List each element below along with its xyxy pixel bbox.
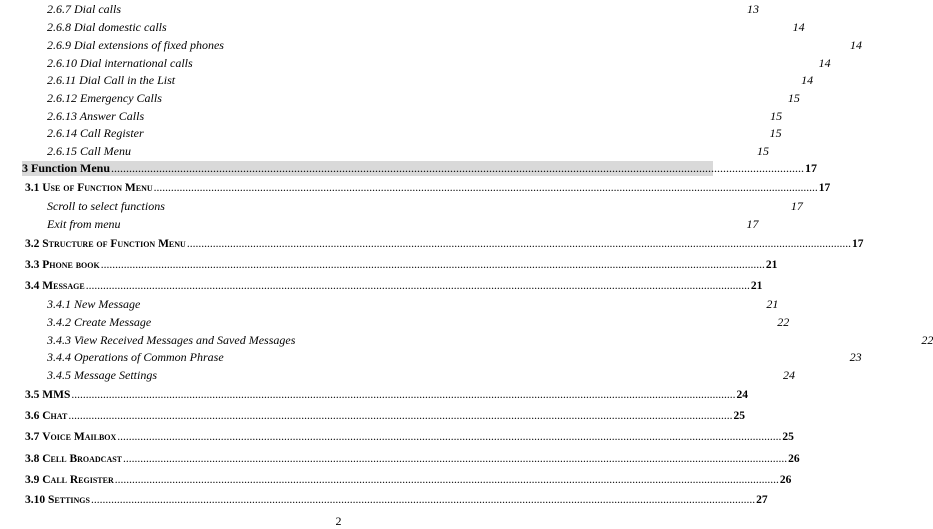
toc-entry-label: 3.4.2 Create Message [47,315,152,329]
toc-section-entry[interactable] [25,277,763,295]
toc-entry-page: 21 [766,297,779,311]
leader-dots: ....................................................................................................................................................................................................................................... [71,389,736,401]
leader-dots: ....................................................................................................................................................................................................................................... [100,259,765,271]
toc-section-number: 3.6 [25,410,40,422]
toc-entry-page: 22 [777,315,790,329]
toc-entry[interactable] [47,54,831,72]
toc-chapter-entry[interactable] [22,161,818,176]
toc-chapter-page: 17 [805,161,818,175]
toc-entry-label: 2.6.14 Call Register [47,126,144,140]
toc-entry[interactable] [47,313,790,331]
toc-section-title: Structure of Function Menu [42,238,186,250]
toc-entry-label: 3.4.5 Message Settings [47,368,157,382]
toc-entry-page: 14 [801,73,814,87]
toc-entry-label: 3.4.4 Operations of Common Phrase [47,350,224,364]
toc-entry-page: 17 [790,199,803,213]
page-number: 2 [335,514,342,528]
toc-entry[interactable] [47,142,769,160]
leader-dots: ....................................................................................................................................................................................................................................... [111,161,805,175]
toc-section-label [25,277,85,295]
toc-entry-label: 2.6.11 Dial Call in the List [47,73,176,87]
toc-section-number: 3.9 [25,474,40,486]
toc-entry-label: 2.6.8 Dial domestic calls [47,20,167,34]
toc-entry-page: 22 [921,333,933,347]
toc-section-title: Chat [42,410,68,422]
toc-section-title: Settings [48,494,90,506]
toc-entry[interactable] [47,197,803,215]
toc-entry[interactable] [47,295,779,313]
toc-entry-page: 14 [818,56,831,70]
toc-entry-page: 14 [792,20,805,34]
toc-section-entry[interactable] [25,450,800,468]
toc-entry-page: 14 [849,38,862,52]
toc-section-page: 26 [788,453,800,465]
toc-entry-page: 15 [757,144,769,158]
toc-entry-page: 17 [746,217,759,231]
toc-section-number: 3.4 [25,280,40,292]
toc-entry-page: 15 [787,91,800,105]
toc-section-page: 24 [736,389,748,401]
toc-section-label [25,179,153,197]
toc-section-page: 25 [782,431,794,443]
toc-section-number: 3.5 [25,389,40,401]
toc-entry[interactable] [47,348,862,366]
toc-section-label [25,235,186,253]
toc-section-entry[interactable] [25,407,745,425]
toc-section-number: 3.3 [25,259,40,271]
toc-entry-label: 2.6.12 Emergency Calls [47,91,162,105]
toc-entry[interactable] [47,124,782,142]
leader-dots: ....................................................................................................................................................................................................................................... [186,238,851,250]
toc-section-title: Cell Broadcast [42,453,123,465]
toc-section-page: 25 [733,410,745,422]
toc-section-page: 27 [756,494,768,506]
toc-section-label [25,256,100,274]
leader-dots: ....................................................................................................................................................................................................................................... [117,431,782,443]
toc-section-title: Call Register [42,474,114,486]
toc-entry[interactable] [47,107,783,125]
toc-entry-label: 2.6.10 Dial international calls [47,56,193,70]
toc-entry-label: 2.6.15 Call Menu [47,144,131,158]
leader-dots: ....................................................................................................................................................................................................................................... [90,494,756,506]
toc-entry-label: Scroll to select functions [47,199,165,213]
toc-entry[interactable] [47,0,759,18]
toc-section-label [25,428,116,446]
toc-section-title: Message [42,280,85,292]
toc-section-entry[interactable] [25,428,794,446]
toc-section-title: Use of Function Menu [42,182,153,194]
toc-entry-label: 2.6.9 Dial extensions of fixed phones [47,38,224,52]
toc-section-page: 21 [750,280,763,292]
toc-section-page: 21 [765,259,778,271]
toc-entry[interactable] [47,71,814,89]
toc-entry[interactable] [47,36,862,54]
toc-section-title: Voice Mailbox [42,431,117,443]
toc-entry[interactable] [47,89,800,107]
toc-section-title: Phone book [42,259,100,271]
toc-entry-page: 24 [783,368,795,382]
leader-dots: ....................................................................................................................................................................................................................................... [85,280,750,292]
toc-entry-page: 13 [747,2,759,16]
toc-entry[interactable] [47,331,933,349]
leader-dots: ....................................................................................................................................................................................................................................... [68,410,733,422]
toc-entry-label: Exit from menu [47,217,121,231]
toc-section-entry[interactable] [25,386,748,404]
toc-section-label [25,471,114,489]
toc-section-page: 26 [779,474,792,486]
toc-section-number: 3.10 [25,494,46,506]
toc-section-page: 17 [851,238,864,250]
toc-entry[interactable] [47,215,759,233]
toc-entry[interactable] [47,18,805,36]
toc-section-number: 3.7 [25,431,40,443]
toc-section-number: 3.2 [25,238,40,250]
leader-dots: ....................................................................................................................................................................................................................................... [123,453,788,465]
toc-section-label [25,450,122,468]
toc-entry-label: 3.4.1 New Message [47,297,141,311]
toc-section-title: MMS [42,389,71,401]
toc-entry-label: 3.4.3 View Received Messages and Saved Messages [47,333,296,347]
toc-section-entry[interactable] [25,491,768,509]
toc-chapter-label: 3 Function Menu [22,161,111,175]
toc-section-entry[interactable] [25,179,831,197]
toc-section-label [25,407,67,425]
toc-entry-label: 2.6.13 Answer Calls [47,109,145,123]
toc-entry-label: 2.6.7 Dial calls [47,2,121,16]
toc-entry-page: 15 [770,109,783,123]
toc-entry[interactable] [47,366,795,384]
toc-entry-page: 15 [769,126,782,140]
toc-section-entry[interactable] [25,235,864,253]
toc-section-number: 3.8 [25,453,40,465]
toc-section-entry[interactable] [25,471,792,489]
toc-section-label [25,386,70,404]
toc-section-page: 17 [818,182,831,194]
leader-dots: ....................................................................................................................................................................................................................................... [114,474,779,486]
leader-dots: ....................................................................................................................................................................................................................................... [153,182,818,194]
toc-section-label [25,491,90,509]
toc-section-number: 3.1 [25,182,40,194]
toc-section-entry[interactable] [25,256,778,274]
toc-entry-page: 23 [849,350,862,364]
